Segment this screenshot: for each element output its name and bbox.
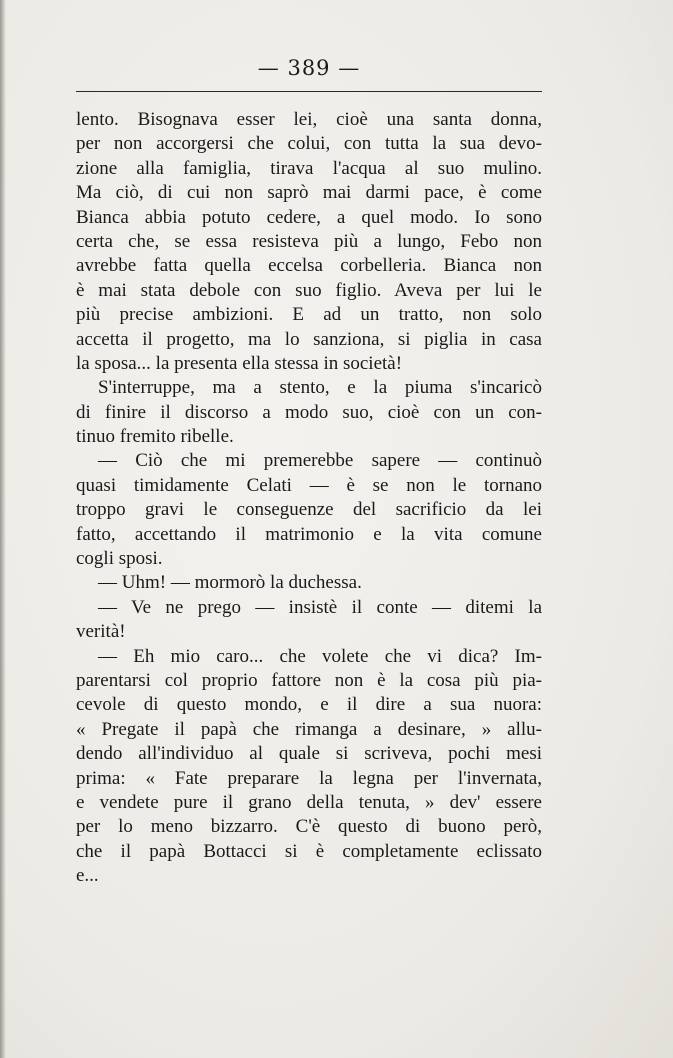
- text-line: e...: [76, 865, 99, 887]
- text-line: troppo gravi le conseguenze del sacrificio da lei: [76, 499, 542, 521]
- text-line: verità!: [76, 621, 126, 643]
- page-number: — 389 —: [257, 56, 361, 80]
- text-line: la sposa... la presenta ella stessa in società!: [76, 352, 403, 374]
- text-line: cogli sposi.: [76, 548, 163, 570]
- text-line: — Eh mio caro... che volete che vi dica? Im-: [98, 645, 542, 667]
- text-line: per non accorgersi che colui, con tutta la sua devo-: [76, 133, 542, 155]
- text-line: — Ve ne prego — insistè il conte — ditemi la: [98, 596, 542, 618]
- text-line: lento. Bisognava esser lei, cioè una santa donna,: [76, 109, 542, 130]
- text-line: — Uhm! — mormorò la duchessa.: [98, 572, 362, 594]
- text-line: fatto, accettando il matrimonio e la vita comune: [76, 523, 542, 545]
- text-line: « Pregate il papà che rimanga a desinare, » allu-: [76, 718, 542, 740]
- text-line: — Ciò che mi premerebbe sapere — continuò: [98, 450, 542, 472]
- text-line: tinuo fremito ribelle.: [76, 426, 234, 448]
- text-line: zione alla famiglia, tirava l'acqua al suo mulino.: [76, 157, 542, 179]
- text-line: più precise ambizioni. E ad un tratto, non solo: [76, 304, 542, 326]
- text-line: Bianca abbia potuto cedere, a quel modo. Io sono: [76, 206, 542, 228]
- text-line: è mai stata debole con suo figlio. Aveva per lui le: [76, 279, 542, 301]
- text-line: prima: « Fate preparare la legna per l'invernata,: [76, 767, 542, 789]
- text-line: parentarsi col proprio fattore non è la cosa più pia-: [76, 669, 542, 691]
- text-line: avrebbe fatta quella eccelsa corbelleria. Bianca non: [76, 255, 542, 277]
- text-line: accetta il progetto, ma lo sanziona, si piglia in casa: [76, 328, 542, 350]
- header-rule: [76, 91, 542, 92]
- text-line: di finire il discorso a modo suo, cioè con un con-: [76, 401, 542, 423]
- text-line: certa che, se essa resisteva più a lungo, Febo non: [76, 230, 542, 252]
- text-line: Ma ciò, di cui non saprò mai darmi pace, è come: [76, 182, 542, 204]
- body-text: [76, 108, 542, 889]
- text-line: S'interruppe, ma a stento, e la piuma s'incaricò: [98, 377, 542, 399]
- page-edge-shadow: [0, 0, 6, 1058]
- text-line: cevole di questo mondo, e il dire a sua nuora:: [76, 694, 542, 716]
- text-line: e vendete pure il grano della tenuta, » dev' essere: [76, 791, 542, 813]
- page-header: [76, 56, 542, 80]
- text-line: per lo meno bizzarro. C'è questo di buono però,: [76, 816, 542, 838]
- text-line: dendo all'individuo al quale si scriveva, pochi mesi: [76, 743, 542, 765]
- text-line: che il papà Bottacci si è completamente eclissato: [76, 840, 542, 862]
- text-line: quasi timidamente Celati — è se non le tornano: [76, 474, 542, 496]
